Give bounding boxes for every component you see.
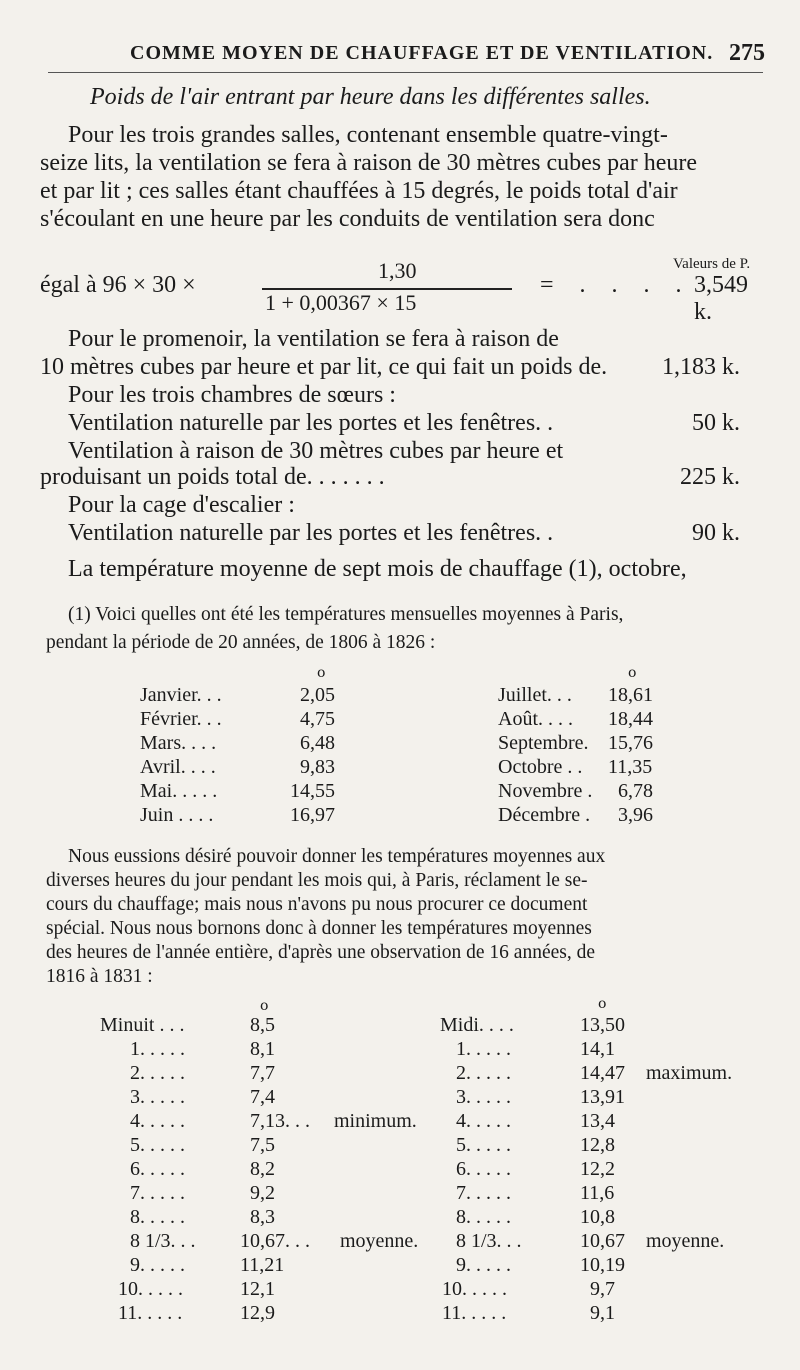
escalier-title: Pour la cage d'escalier : — [68, 492, 295, 518]
monthly-temperature-table — [140, 684, 740, 834]
air-weight-formula — [40, 258, 760, 328]
hour-value: 12,2 — [580, 1158, 615, 1180]
hour-label: 11. . . . . — [118, 1302, 183, 1324]
hour-note: minimum. — [334, 1110, 417, 1132]
formula-lead: égal à 96 × 30 × — [40, 272, 196, 298]
chambres-forced-value: 225 k. — [680, 464, 740, 490]
chambres-natural-value: 50 k. — [692, 410, 740, 436]
footnote-paragraph-line: diverses heures du jour pendant les mois qui, à Paris, réclament le se- — [46, 870, 588, 891]
chambres-forced-line: produisant un poids total de. . . . . . . — [40, 464, 385, 490]
promenoir-value: 1,183 k. — [662, 354, 740, 380]
paragraph-line: s'écoulant en une heure par les conduits de ventilation sera donc — [40, 206, 655, 232]
footnote-intro: pendant la période de 20 années, de 1806 à 1826 : — [46, 632, 436, 653]
month-label: Septembre. — [498, 732, 589, 754]
escalier-natural-line: Ventilation naturelle par les portes et les fenêtres. . — [68, 520, 554, 546]
chambres-forced-line: Ventilation à raison de 30 mètres cubes par heure et — [68, 438, 564, 464]
hour-value: 8,5 — [250, 1014, 275, 1036]
degree-mark: o — [598, 996, 607, 1012]
paragraph-line: et par lit ; ces salles étant chauffées à 15 degrés, le poids total d'air — [40, 178, 678, 204]
footnote-intro: (1) Voici quelles ont été les températures mensuelles moyennes à Paris, — [68, 604, 624, 625]
month-label: Janvier. . . — [140, 684, 222, 706]
page-header — [0, 38, 800, 74]
hour-label: 5. . . . . — [130, 1134, 185, 1156]
hour-label: 7. . . . . — [130, 1182, 185, 1204]
paragraph-line: seize lits, la ventilation se fera à raison de 30 mètres cubes par heure — [40, 150, 698, 176]
month-label: Février. . . — [140, 708, 222, 730]
hour-value: 10,67. . . — [240, 1230, 310, 1252]
hour-label: 8. . . . . — [456, 1206, 511, 1228]
chambres-natural-line: Ventilation naturelle par les portes et les fenêtres. . — [68, 410, 554, 436]
month-label: Juillet. . . — [498, 684, 572, 706]
running-title: COMME MOYEN DE CHAUFFAGE ET DE VENTILATION. — [130, 42, 714, 64]
hour-value: 9,2 — [250, 1182, 275, 1204]
promenoir-line: 10 mètres cubes par heure et par lit, ce qui fait un poids de. — [40, 354, 608, 380]
section-title: Poids de l'air entrant par heure dans les différentes salles. — [90, 84, 651, 110]
hourly-temperature-table — [100, 1014, 760, 1334]
hour-value: 14,47 — [580, 1062, 625, 1084]
month-value: 4,75 — [300, 708, 335, 730]
hour-label: 8. . . . . — [130, 1206, 185, 1228]
hour-value: 11,21 — [240, 1254, 285, 1276]
hour-value: 7,7 — [250, 1062, 275, 1084]
month-value: 15,76 — [608, 732, 653, 754]
degree-mark: o — [628, 665, 637, 681]
temperature-line: La température moyenne de sept mois de chauffage (1), octobre, — [68, 556, 687, 582]
footnote-paragraph-line: 1816 à 1831 : — [46, 966, 153, 987]
hour-label: 4. . . . . — [130, 1110, 185, 1132]
hour-value: 13,91 — [580, 1086, 625, 1108]
hour-label: 7. . . . . — [456, 1182, 511, 1204]
hour-value: 7,5 — [250, 1134, 275, 1156]
month-value: 18,44 — [608, 708, 653, 730]
hour-label: 1. . . . . — [130, 1038, 185, 1060]
hour-label: 2. . . . . — [456, 1062, 511, 1084]
hour-value: 12,1 — [240, 1278, 275, 1300]
month-value: 6,48 — [300, 732, 335, 754]
footnote-paragraph-line: cours du chauffage; mais nous n'avons pu nous procurer ce document — [46, 894, 588, 915]
month-value: 14,55 — [290, 780, 335, 802]
month-value: 16,97 — [290, 804, 335, 826]
month-label: Juin . . . . — [140, 804, 214, 826]
month-value: 11,35 — [608, 756, 653, 778]
month-value: 9,83 — [300, 756, 335, 778]
hour-note: moyenne. — [646, 1230, 725, 1252]
hour-label: Midi. . . . — [440, 1014, 514, 1036]
chambres-title: Pour les trois chambres de sœurs : — [68, 382, 396, 408]
hour-label: Minuit . . . — [100, 1014, 185, 1036]
hour-value: 7,13. . . — [250, 1110, 310, 1132]
hour-value: 11,6 — [580, 1182, 615, 1204]
hour-label: 5. . . . . — [456, 1134, 511, 1156]
hour-value: 7,4 — [250, 1086, 275, 1108]
hour-label: 8 1/3. . . — [130, 1230, 196, 1252]
hour-label: 9. . . . . — [130, 1254, 185, 1276]
hour-label: 1. . . . . — [456, 1038, 511, 1060]
footnote-paragraph-line: des heures de l'année entière, d'après une observation de 16 années, de — [46, 942, 596, 963]
month-label: Mai. . . . . — [140, 780, 218, 802]
footnote-paragraph-line: Nous eussions désiré pouvoir donner les températures moyennes aux — [68, 846, 606, 867]
hour-value: 12,9 — [240, 1302, 275, 1324]
hour-label: 9. . . . . — [456, 1254, 511, 1276]
formula-denominator: 1 + 0,00367 × 15 — [265, 290, 417, 315]
hour-value: 10,67 — [580, 1230, 625, 1252]
promenoir-line: Pour le promenoir, la ventilation se fera à raison de — [68, 326, 559, 352]
hour-value: 9,1 — [590, 1302, 615, 1324]
formula-equals-dots: = . . . . — [540, 272, 692, 298]
hour-label: 8 1/3. . . — [456, 1230, 522, 1252]
hour-value: 9,7 — [590, 1278, 615, 1300]
month-label: Avril. . . . — [140, 756, 216, 778]
degree-mark: o — [317, 665, 326, 681]
hour-value: 13,4 — [580, 1110, 615, 1132]
formula-numerator: 1,30 — [378, 258, 417, 283]
hour-label: 10. . . . . — [442, 1278, 507, 1300]
month-value: 18,61 — [608, 684, 653, 706]
hour-value: 8,3 — [250, 1206, 275, 1228]
month-value: 6,78 — [618, 780, 653, 802]
hour-label: 3. . . . . — [456, 1086, 511, 1108]
hour-label: 2. . . . . — [130, 1062, 185, 1084]
month-label: Décembre . — [498, 804, 591, 826]
hour-label: 10. . . . . — [118, 1278, 183, 1300]
month-value: 2,05 — [300, 684, 335, 706]
month-label: Août. . . . — [498, 708, 573, 730]
value-column-header: Valeurs de P. — [673, 256, 751, 272]
page-number: 275 — [729, 40, 765, 66]
hour-value: 8,1 — [250, 1038, 275, 1060]
hour-label: 3. . . . . — [130, 1086, 185, 1108]
hour-label: 6. . . . . — [456, 1158, 511, 1180]
hour-label: 6. . . . . — [130, 1158, 185, 1180]
footnote-paragraph-line: spécial. Nous nous bornons donc à donner les températures moyennes — [46, 918, 592, 939]
hour-value: 13,50 — [580, 1014, 625, 1036]
hour-label: 4. . . . . — [456, 1110, 511, 1132]
month-label: Mars. . . . — [140, 732, 217, 754]
header-rule — [48, 72, 763, 73]
hour-value: 10,8 — [580, 1206, 615, 1228]
hour-note: maximum. — [646, 1062, 733, 1084]
hour-value: 8,2 — [250, 1158, 275, 1180]
hour-value: 12,8 — [580, 1134, 615, 1156]
hour-label: 11. . . . . — [442, 1302, 507, 1324]
month-value: 3,96 — [618, 804, 653, 826]
month-label: Novembre . — [498, 780, 593, 802]
paragraph-line: Pour les trois grandes salles, contenant ensemble quatre-vingt- — [68, 122, 668, 148]
escalier-value: 90 k. — [692, 520, 740, 546]
hour-note: moyenne. — [340, 1230, 419, 1252]
hour-value: 14,1 — [580, 1038, 615, 1060]
month-label: Octobre . . — [498, 756, 583, 778]
hour-value: 10,19 — [580, 1254, 625, 1276]
degree-mark: o — [260, 998, 269, 1014]
formula-result: 3,549 k. — [694, 272, 748, 325]
